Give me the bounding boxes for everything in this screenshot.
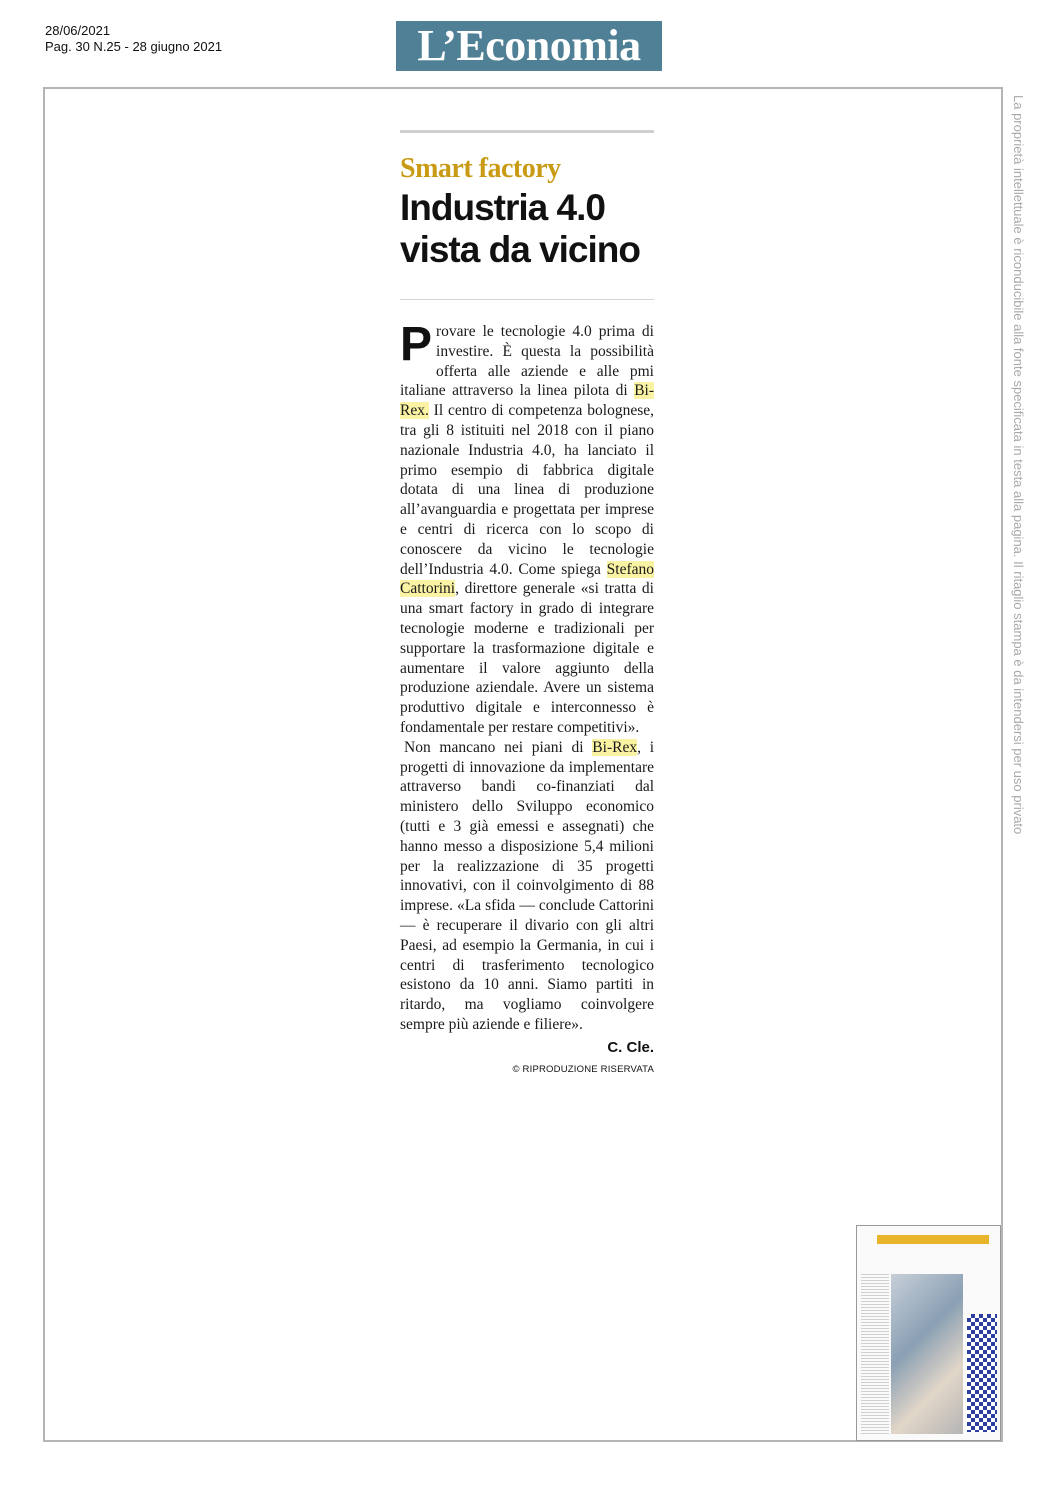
masthead-logo: L’Economia — [396, 21, 662, 71]
author-signature: C. Cle. — [607, 1038, 654, 1056]
paragraph-1 — [400, 318, 654, 738]
text-run: Il centro di competenza bolognese, tra gli 8 istituiti nel 2018 con il piano nazionale Industria 4.0, ha lanciato il primo esempio di fabbrica digitale dotata di una linea di produzione all’avanguardia e progettata per imprese e centri di ricerca con lo scopo di conoscere da vicino le tecnologie dell’Industria 4.0. Come spiega — [400, 402, 654, 578]
highlight-bi-rex: Bi-Rex — [592, 738, 638, 756]
text-run: , direttore generale «si tratta di una smart factory in grado di integrare tecnologie moderne e tradizionali per supportare la trasformazione digitale e aumentare il valore aggiunto della produzione aziendale. Avere un sistema produttivo digitale e interconnesso è fondamentale per restare competitivi». — [400, 580, 654, 736]
thumbnail-text-column — [861, 1274, 889, 1434]
article-headline — [400, 187, 654, 271]
thumbnail-image — [891, 1274, 963, 1434]
article — [400, 130, 654, 1075]
copyright-notice: © RIPRODUZIONE RISERVATA — [512, 1063, 654, 1075]
copyright-side-note: La proprietà intellettuale è riconducibile alla fonte specificata in testa alla pagina. Il ritaglio stampa è da intendersi per uso privato — [1011, 95, 1026, 835]
top-rule — [400, 130, 654, 133]
article-kicker: Smart factory — [400, 153, 561, 184]
text-run: , i progetti di innovazione da implementare attraverso bandi co-finanziati dal ministero dello Sviluppo economico (tutti e 3 già emessi e assegnati) che hanno messo a disposizione 5,4 milioni per la realizzazione di 35 progetti innovativi, con il coinvolgimento di 88 imprese. «La sfida — conclude Cattorini — è recuperare il divario con gli altri Paesi, ad esempio la Germania, in cui i centri di trasferimento tecnologico esistono da 10 anni. Siamo partiti in ritardo, ma vogliamo coinvolgere sempre più aziende e filiere». — [400, 738, 654, 1033]
page-thumbnail — [856, 1225, 1001, 1441]
drop-cap: P — [400, 318, 433, 371]
headline-line-2: vista da vicino — [400, 229, 640, 270]
header-meta — [45, 23, 222, 55]
issue-info: Pag. 30 N.25 - 28 giugno 2021 — [45, 39, 223, 54]
publication-date: 28/06/2021 — [45, 23, 111, 38]
article-body — [400, 318, 654, 1035]
thumbnail-header-bar — [877, 1235, 989, 1244]
thumbnail-checker-pattern — [967, 1314, 997, 1432]
text-run: rovare le tecnologie 4.0 prima di investire. È questa la possibilità offerta alle aziende e alle pmi italiane attraverso la linea pilota di — [400, 323, 654, 400]
text-run: Non mancano nei piani di — [404, 738, 593, 756]
paragraph-2 — [400, 738, 654, 1035]
mid-rule — [400, 299, 654, 300]
highlight-bi-rex: Bi-Rex. — [400, 382, 654, 420]
highlight-cattorini: Stefano Cattorini — [400, 560, 654, 598]
headline-line-1: Industria 4.0 — [400, 187, 605, 228]
